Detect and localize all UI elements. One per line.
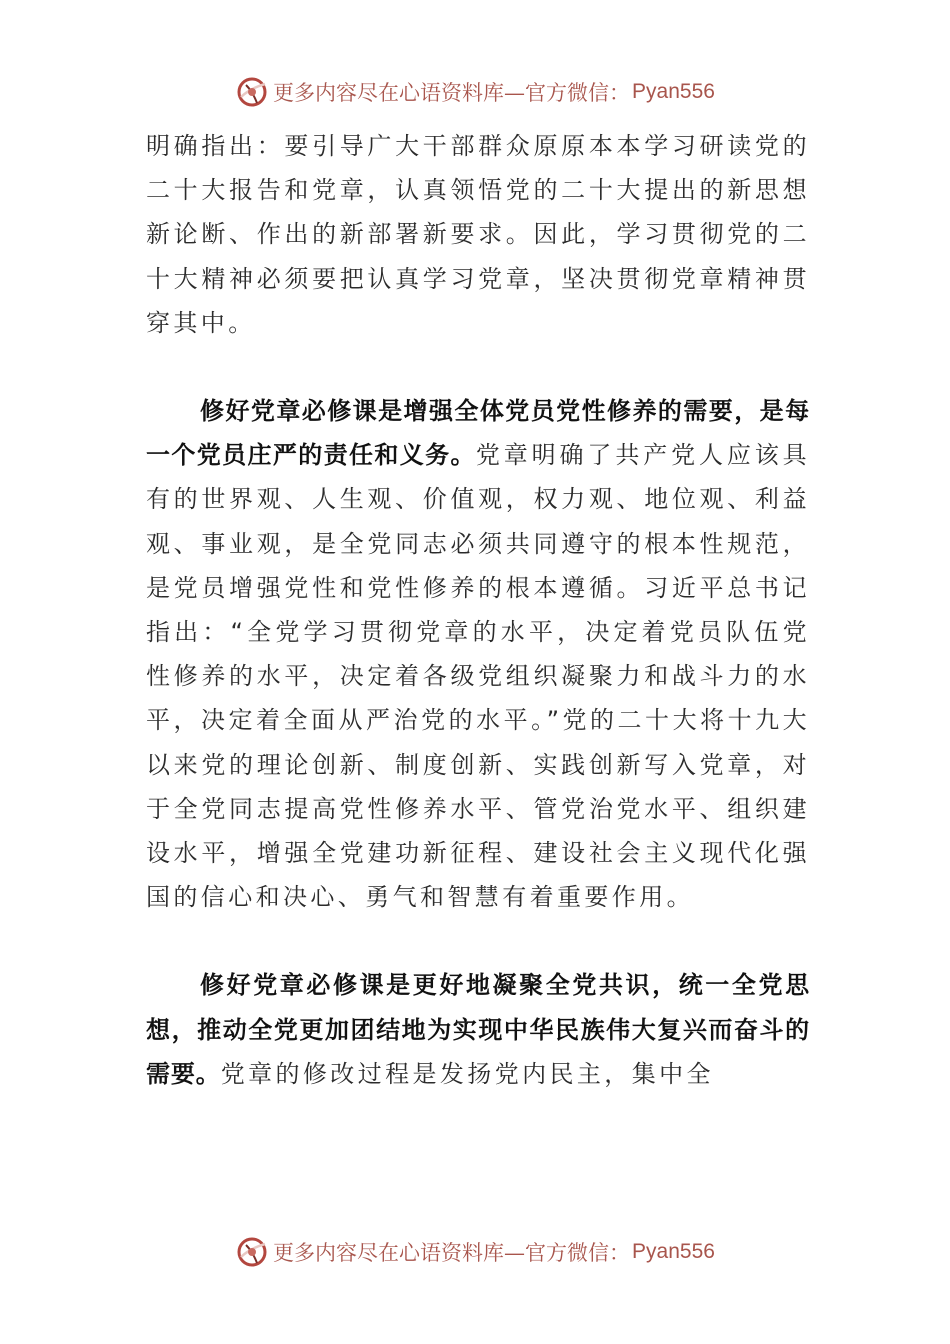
watermark-text: 更多内容尽在心语资料库—官方微信： (273, 1241, 631, 1265)
paragraph-3 (146, 963, 810, 1096)
paragraph-text: 党章的修改过程是发扬党内民主，集中全 (220, 1059, 714, 1088)
watermark-account: Pyan556 (632, 80, 715, 103)
footer-watermark (0, 1232, 950, 1272)
paragraph-2 (146, 389, 810, 919)
ring-logo-icon (235, 75, 269, 109)
watermark-text: 更多内容尽在心语资料库—官方微信： (273, 81, 631, 105)
paragraph-lead: 修好党章必修课是更好地凝聚全党共识，统一全党思想，推动全党更加团结地为实现中华民族伟大复兴而奋斗的需要。 (146, 971, 810, 1088)
paragraph-lead: 修好党章必修课是增强全体党员党性修养的需要，是每一个党员庄严的责任和义务。 (146, 397, 810, 470)
ring-logo-icon (235, 1235, 269, 1269)
header-watermark (0, 72, 950, 112)
document-body (146, 124, 810, 1096)
watermark-account: Pyan556 (632, 1240, 715, 1263)
paragraph-text: 党章明确了共产党人应该具有的世界观、人生观、价值观，权力观、地位观、利益观、事业观，是全党同志必须共同遵守的根本性规范，是党员增强党性和党性修养的根本遵循。习近平总书记指出：“全党学习贯彻党章的水平，决定着党员队伍党性修养的水平，决定着各级党组织凝聚力和战斗力的水平，决定着全面从严治党的水平。”党的二十大将十九大以来党的理论创新、制度创新、实践创新写入党章，对于全党同志提高党性修养水平、管党治党水平、组织建设水平，增强全党建功新征程、建设社会主义现代化强国的信心和决心、勇气和智慧有着重要作用。 (146, 441, 810, 912)
paragraph-1 (146, 124, 810, 345)
paragraph-text: 明确指出：要引导广大干部群众原原本本学习研读党的二十大报告和党章，认真领悟党的二十大提出的新思想新论断、作出的新部署新要求。因此，学习贯彻党的二十大精神必须要把认真学习党章，坚决贯彻党章精神贯穿其中。 (146, 132, 810, 337)
